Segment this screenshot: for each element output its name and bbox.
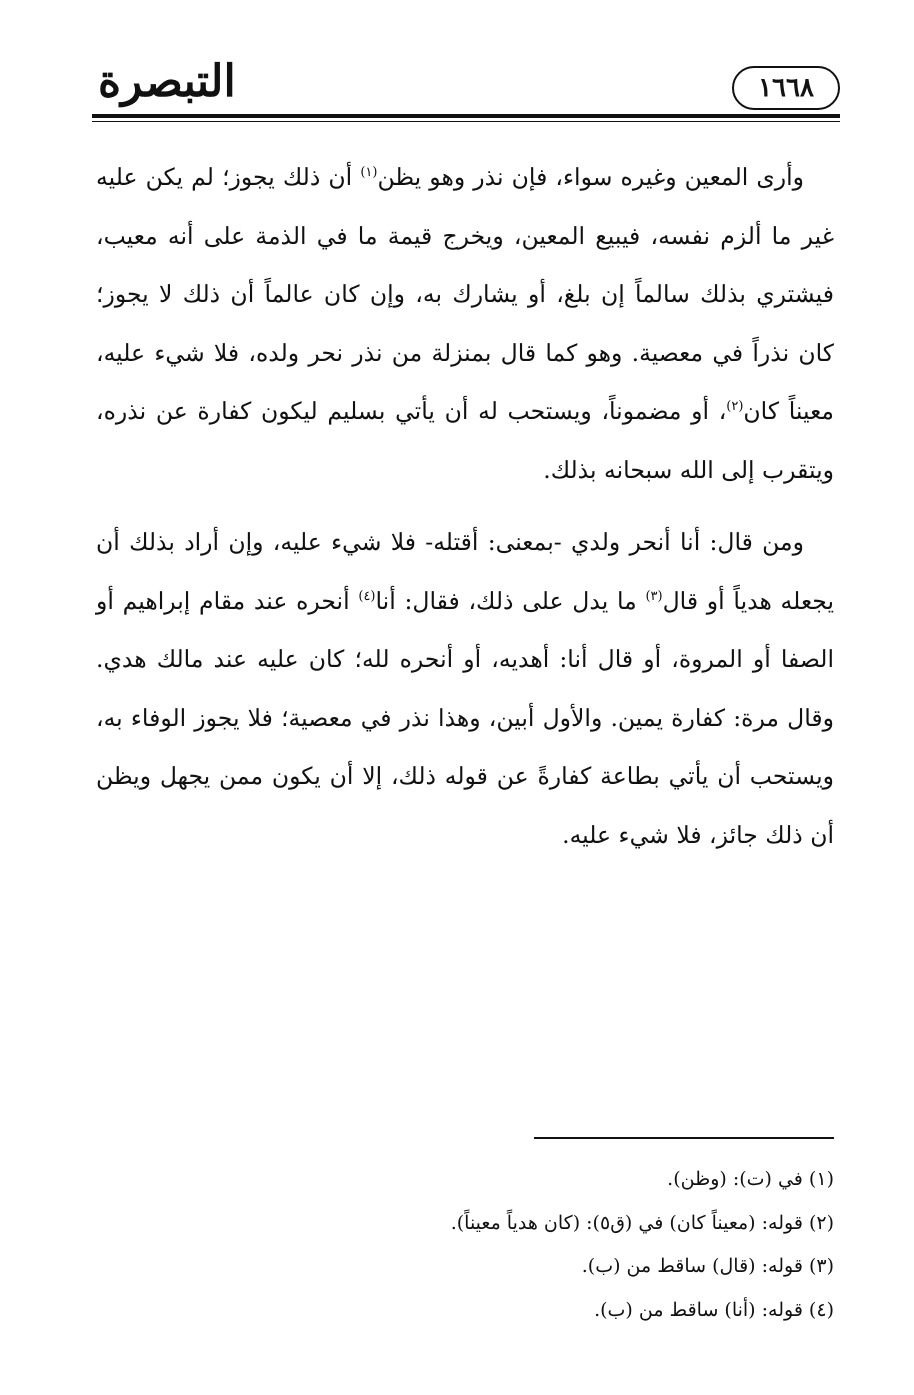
footnote-marker: (٣) xyxy=(645,588,663,604)
footnote-marker: (٤) xyxy=(358,588,376,604)
text-segment: ومن قال: أنا أنحر ولدي -بمعنى: أقتله- فلا شيء عليه، وإن أراد بذلك أن يجعله هدياً أو قال xyxy=(96,528,834,615)
main-text xyxy=(96,148,834,864)
footnote-marker: (٢) xyxy=(726,399,744,415)
footnote-separator xyxy=(534,1137,834,1139)
text-segment: وأرى المعين وغيره سواء، فإن نذر وهو يظن xyxy=(377,163,805,191)
footnote-2: (٢) قوله: (معيناً كان) في (ق٥): (كان هدياً معيناً). xyxy=(450,1211,834,1234)
header-rule xyxy=(92,114,840,118)
footnote-1: (١) في (ت): (وظن). xyxy=(667,1168,834,1190)
text-segment: أن ذلك يجوز؛ لم يكن عليه غير ما ألزم نفسه، فيبيع المعين، ويخرج قيمة ما في الذمة على أنه معيب، فيشتري بذلك سالماً إن بلغ، أو يشارك به، وإن كان عالماً أن ذلك لا يجوز؛ كان نذراً في معصية. وهو كما قال بمنزلة من نذر نحر ولده، فلا شيء عليه، معيناً كان xyxy=(96,163,834,425)
text-segment: أنحره عند مقام إبراهيم أو الصفا أو المروة، أو قال أنا: أهديه، أو أنحره لله؛ كان عليه عند مالك هدي. وقال مرة: كفارة يمين. والأول أبين، وهذا نذر في معصية؛ فلا يجوز الوفاء به، ويستحب أن يأتي بطاعة كفارةً عن قوله ذلك، إلا أن يكون ممن يجهل ويظن أن ذلك جائز، فلا شيء عليه. xyxy=(96,586,834,849)
footnotes xyxy=(94,1158,834,1332)
paragraph-1 xyxy=(96,148,834,499)
book-title: التبصرة xyxy=(98,56,236,107)
header-rule-thin xyxy=(92,121,840,122)
page-number-badge xyxy=(732,66,840,110)
footnote-3: (٣) قوله: (قال) ساقط من (ب). xyxy=(581,1255,834,1277)
footnote-4: (٤) قوله: (أنا) ساقط من (ب). xyxy=(594,1298,834,1321)
page-number: ١٦٦٨ xyxy=(758,73,814,103)
text-segment: ، أو مضموناً، ويستحب له أن يأتي بسليم ليكون كفارة عن نذره، ويتقرب إلى الله سبحانه بذلك. xyxy=(96,397,834,484)
page-header xyxy=(92,52,840,122)
text-segment: ما يدل على ذلك، فقال: أنا xyxy=(375,586,646,615)
paragraph-2 xyxy=(96,513,834,864)
footnote-marker: (١) xyxy=(360,165,378,181)
